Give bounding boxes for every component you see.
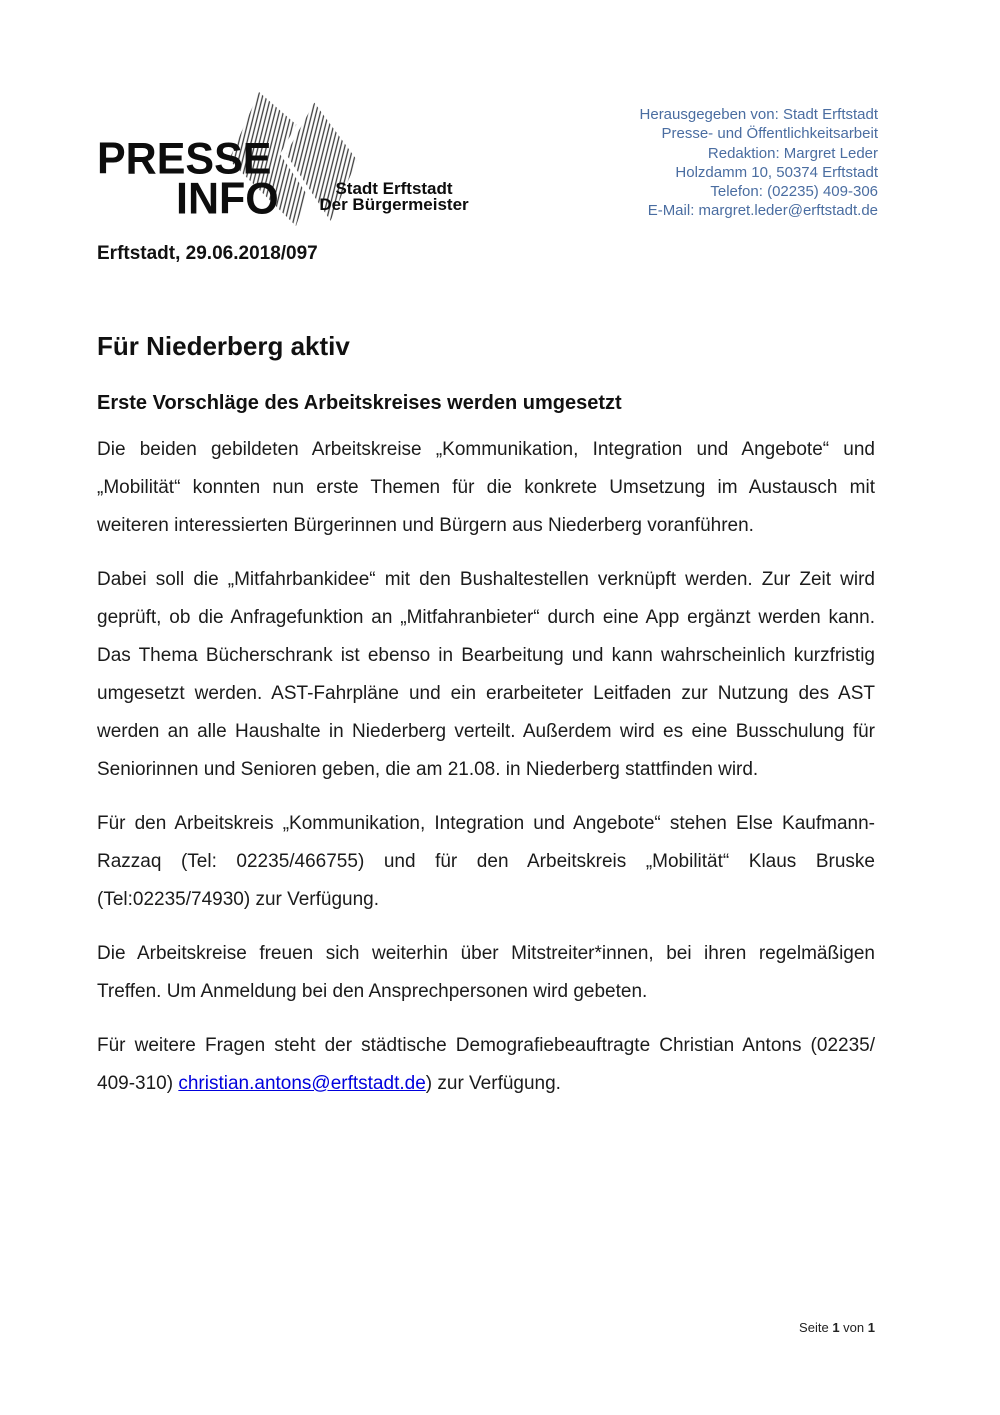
body-paragraph-1: Die beiden gebildeten Arbeitskreise „Kommunikation, Integration und Angebote“ und „Mobilität“ konnten nun erste Themen für die konkrete Umsetzung im Austausch mit weiteren interessierten Bürgerinnen und Bürgern aus Niederberg voranführen. xyxy=(97,439,875,536)
masthead-address: Holzdamm 10, 50374 Erftstadt xyxy=(675,163,878,181)
press-info-logo xyxy=(97,90,517,230)
page-footer xyxy=(799,1320,875,1335)
body-paragraph-4: Die Arbeitskreise freuen sich weiterhin über Mitstreiter*innen, bei ihren regelmäßigen Treffen. Um Anmeldung bei den Ansprechpersonen wird gebeten. xyxy=(97,943,875,1002)
email-link[interactable]: christian.antons@erftstadt.de xyxy=(178,1073,426,1094)
masthead-publisher: Herausgegeben von: Stadt Erftstadt xyxy=(639,106,878,123)
dateline: Erftstadt, 29.06.2018/097 xyxy=(97,243,318,264)
footer-separator: von xyxy=(843,1320,865,1335)
page-title: Für Niederberg aktiv xyxy=(97,331,350,361)
body-paragraph-3: Für den Arbeitskreis „Kommunikation, Integration und Angebote“ stehen Else Kaufmann-Razzaq (Tel: 02235/466755) und für den Arbeitskreis „Mobilität“ Klaus Bruske (Tel:02235/74930) zur Verfügung. xyxy=(97,813,875,910)
logo-word-info: INFO xyxy=(176,174,279,224)
closing-text-after: ) zur Verfügung. xyxy=(425,1073,561,1094)
footer-label: Seite xyxy=(799,1320,829,1335)
masthead-editor: Redaktion: Margret Leder xyxy=(707,144,878,162)
footer-page-number: 1 xyxy=(832,1320,840,1335)
body-paragraph-closing xyxy=(97,1027,875,1103)
logo-organization xyxy=(309,181,479,213)
masthead-email: E-Mail: margret.leder@erftstadt.de xyxy=(647,202,878,220)
masthead xyxy=(640,105,878,221)
body-paragraph-2: Dabei soll die „Mitfahrbankidee“ mit den Bushaltestellen verknüpft werden. Zur Zeit wird geprüft, ob die Anfragefunktion an „Mitfahranbieter“ durch eine App ergänzt werden kann. Das Thema Bücherschrank ist ebenso in Bearbeitung und kann wahrscheinlich kurzfristig umgesetzt werden. AST-Fahrpläne und ein erarbeiteter Leitfaden zur Nutzung des AST werden an alle Haushalte in Niederberg verteilt. Außerdem wird es eine Busschulung für Seniorinnen und Senioren geben, die am 21.08. in Niederberg stattfinden wird. xyxy=(97,569,875,780)
press-release-body xyxy=(97,331,875,1119)
closing-text-before: Für weitere Fragen steht der städtische Demografiebeauftragte Christian Antons (02235/ 409-310) xyxy=(97,1035,875,1094)
logo-word-presse: PRESSE xyxy=(97,134,272,184)
logo-org-line1: Stadt Erftstadt xyxy=(335,179,453,198)
logo-org-line2: Der Bürgermeister xyxy=(319,195,469,214)
masthead-phone: Telefon: (02235) 409-306 xyxy=(710,183,878,201)
subtitle: Erste Vorschläge des Arbeitskreises werden umgesetzt xyxy=(97,392,622,414)
masthead-department: Presse- und Öffentlichkeitsarbeit xyxy=(661,125,878,143)
footer-total-pages: 1 xyxy=(867,1320,875,1335)
